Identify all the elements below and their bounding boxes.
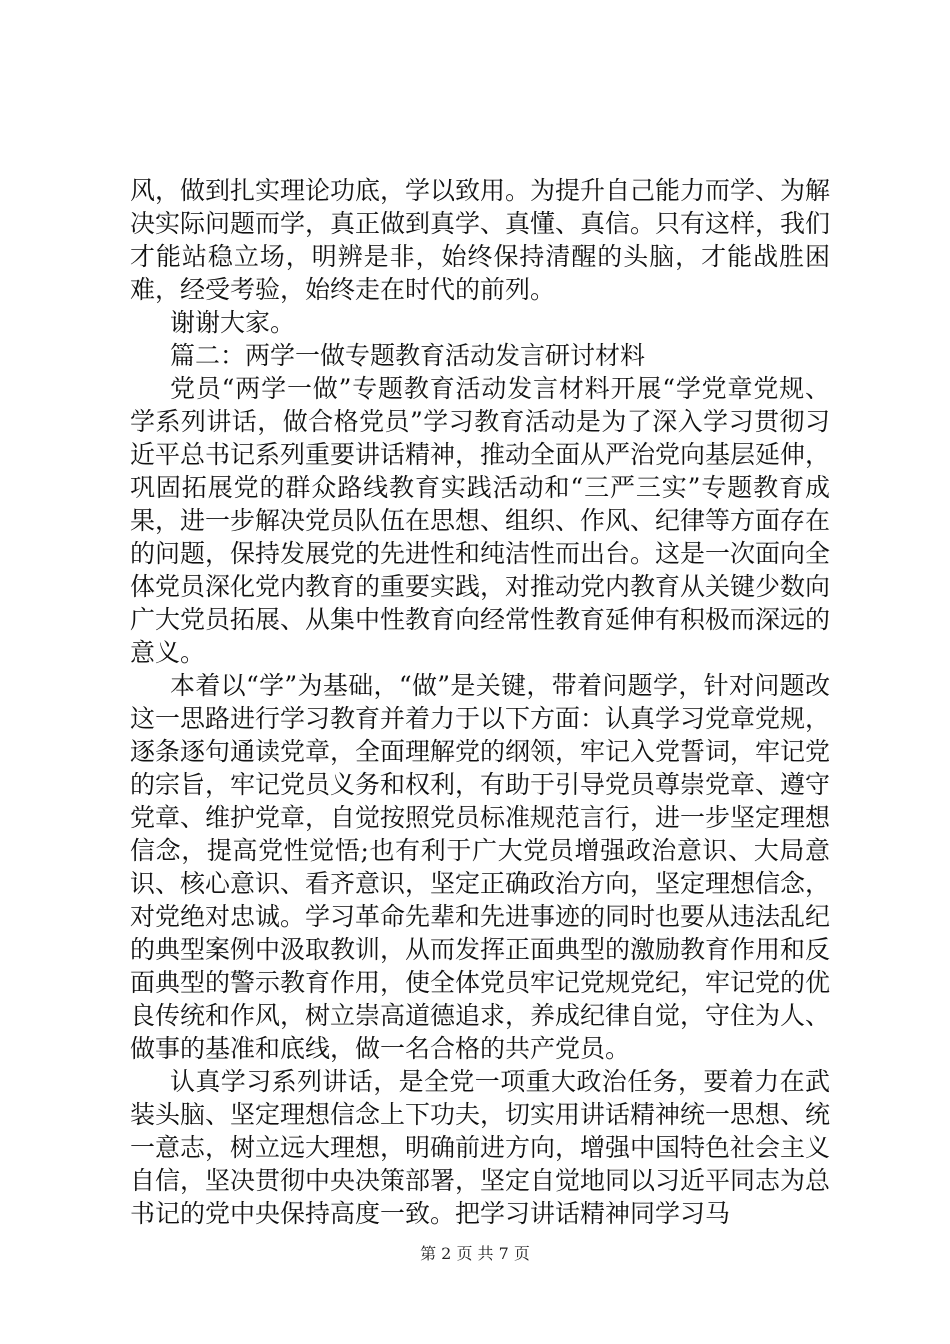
paragraph-3: 党员“两学一做”专题教育活动发言材料开展“学党章党规、学系列讲话，做合格党员”学习教育活动是为了深入学习贯彻习近平总书记系列重要讲话精神，推动全面从严治党向基层延伸，巩固拓展党的群众路线教育实践活动和“三严三实”专题教育成果，进一步解决党员队伍在思想、组织、作风、纪律等方面存在的问题，保持发展党的先进性和纯洁性而出台。这是一次面向全体党员深化党内教育的重要实践，对推动党内教育从关键少数向广大党员拓展、从集中性教育向经常性教育延伸有积极而深远的意义。 <box>130 374 831 667</box>
section-heading: 篇二：两学一做专题教育活动发言研讨材料 <box>170 341 646 370</box>
paragraph-2: 谢谢大家。 <box>170 308 296 337</box>
document-body <box>130 174 830 1230</box>
page-number-footer: 第 2 页 共 7 页 <box>420 1244 530 1263</box>
paragraph-1: 风，做到扎实理论功底，学以致用。为提升自己能力而学、为解决实际问题而学，真正做到真学、真懂、真信。只有这样，我们才能站稳立场，明辨是非，始终保持清醒的头脑，才能战胜困难，经受考验，始终走在时代的前列。 <box>130 176 831 304</box>
paragraph-4: 本着以“学”为基础，“做”是关键，带着问题学，针对问题改这一思路进行学习教育并着力于以下方面：认真学习党章党规，逐条逐句通读党章，全面理解党的纲领，牢记入党誓词，牢记党的宗旨，牢记党员义务和权利，有助于引导党员尊崇党章、遵守党章、维护党章，自觉按照党员标准规范言行，进一步坚定理想信念，提高党性觉悟;也有利于广大党员增强政治意识、大局意识、核心意识、看齐意识，坚定正确政治方向，坚定理想信念，对党绝对忠诚。学习革命先辈和先进事迹的同时也要从违法乱纪的典型案例中汲取教训，从而发挥正面典型的激励教育作用和反面典型的警示教育作用，使全体党员牢记党规党纪，牢记党的优良传统和作风，树立崇高道德追求，养成纪律自觉，守住为人、做事的基准和底线，做一名合格的共产党员。 <box>130 671 831 1063</box>
paragraph-5: 认真学习系列讲话，是全党一项重大政治任务，要着力在武装头脑、坚定理想信念上下功夫，切实用讲话精神统一思想、统一意志，树立远大理想，明确前进方向，增强中国特色社会主义自信，坚决贯彻中央决策部署，坚定自觉地同以习近平同志为总书记的党中央保持高度一致。把学习讲话精神同学习马 <box>130 1067 831 1228</box>
